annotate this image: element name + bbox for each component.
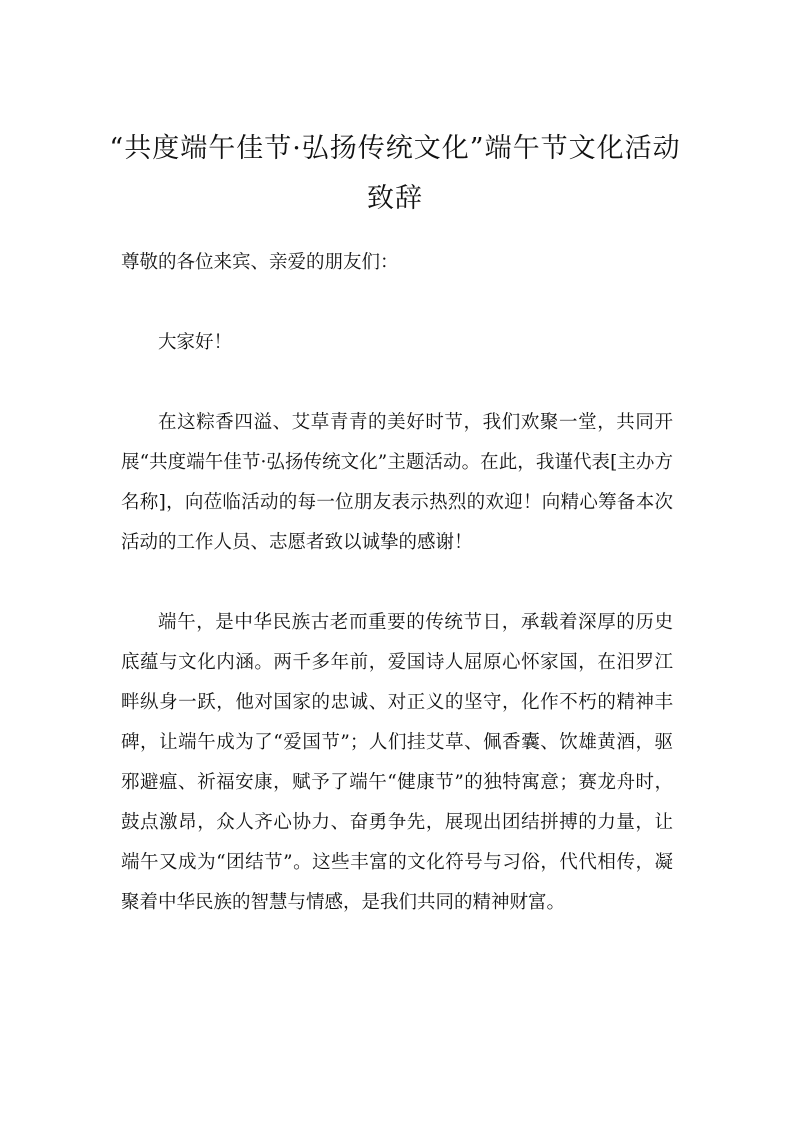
salutation: 尊敬的各位来宾、亲爱的朋友们：	[121, 252, 399, 273]
document-title: “共度端午佳节·弘扬传统文化”端午节文化活动致辞	[109, 133, 681, 214]
document-body	[121, 243, 673, 923]
paragraph-greeting: 大家好！	[158, 332, 233, 353]
paragraph-history: 端午，是中华民族古老而重要的传统节日，承载着深厚的历史底蕴与文化内涵。两千多年前，爱国诗人屈原心怀家国，在汨罗江畔纵身一跃，他对国家的忠诚、对正义的坚守，化作不朽的精神丰碑，让端午成为了“爱国节”；人们挂艾草、佩香囊、饮雄黄酒，驱邪避瘟、祈福安康，赋予了端午“健康节”的独特寓意；赛龙舟时，鼓点激昂，众人齐心协力、奋勇争先，展现出团结拼搏的力量，让端午又成为“团结节”。这些丰富的文化符号与习俗，代代相传，凝聚着中华民族的智慧与情感，是我们共同的精神财富。	[121, 612, 673, 913]
paragraph-welcome: 在这粽香四溢、艾草青青的美好时节，我们欢聚一堂，共同开展“共度端午佳节·弘扬传统文化”主题活动。在此，我谨代表[主办方名称]，向莅临活动的每一位朋友表示热烈的欢迎！向精心筹备本次活动的工作人员、志愿者致以诚挚的感谢！	[121, 412, 673, 553]
